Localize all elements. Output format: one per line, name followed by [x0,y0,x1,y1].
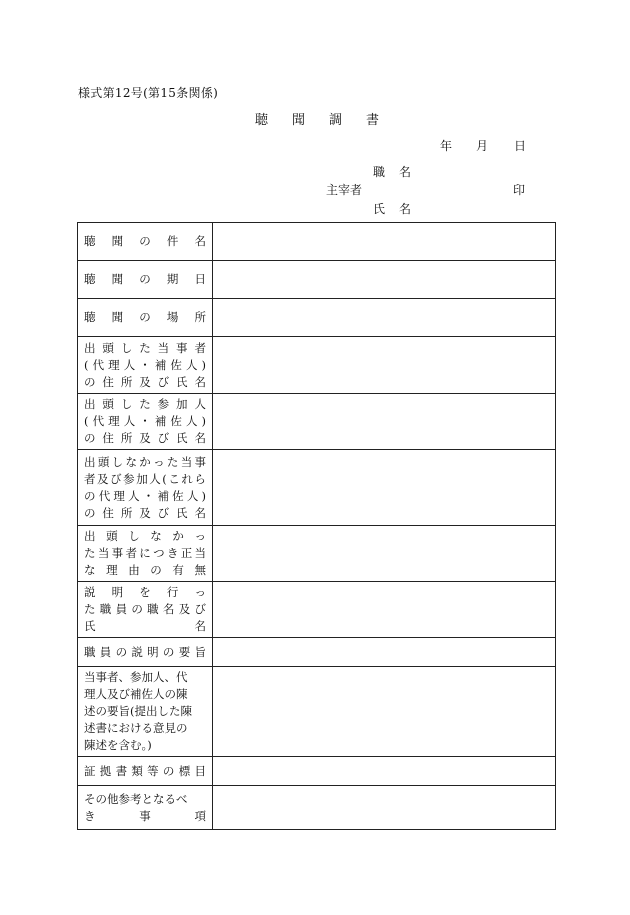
row-value-field[interactable] [213,582,556,638]
label-line [84,584,206,601]
hearing-record-table [77,222,556,830]
row-label [78,337,213,394]
label-char: 行 [166,585,179,599]
row-label [78,667,213,757]
label-char: 事 [111,546,124,560]
label-char: 代 [92,357,105,372]
row-value-field[interactable] [213,667,556,757]
label-char: 拠 [99,763,112,778]
label-line [84,545,206,562]
label-char: 聴 [84,272,96,286]
label-char: き [84,808,96,823]
label-char: 所 [194,310,206,324]
label-char: の [139,310,151,324]
label-char: ( [162,471,167,486]
label-char: ・ [139,414,151,428]
label-char: っ [194,529,206,543]
table-row [78,299,556,337]
label-char: な [150,529,162,543]
label-char: 及 [178,602,191,616]
label-char: 当 [194,546,206,560]
label-char: 代 [98,488,111,503]
label-char: ら [194,471,206,486]
label-char: 件 [166,234,179,248]
signature-host-label: 主宰者 [326,183,363,197]
label-char: 理 [108,357,120,372]
label-char: 由 [128,563,140,577]
label-char: 氏 [84,619,96,633]
label-char: 出 [84,529,96,543]
table-row [78,526,556,582]
label-char: ・ [142,488,155,503]
row-label [78,394,213,450]
date-year-label: 年 [440,139,453,153]
label-char: の [162,644,175,659]
table-row [78,667,556,757]
label-char: 加 [176,397,188,411]
label-char: 名 [194,374,206,389]
row-label [78,582,213,638]
label-char: 場 [166,310,179,324]
label-char: 証 [84,763,96,778]
label-char: 事 [194,454,206,469]
row-value-field[interactable] [213,299,556,337]
label-char: 正 [180,546,193,560]
label-char: 事 [176,340,188,355]
label-line [84,618,206,635]
label-char: 理 [113,488,125,503]
label-line [84,562,206,579]
label-char: ) [201,414,206,428]
label-char: た [84,546,96,560]
label-char: 佐 [170,414,182,428]
label-char: の [139,272,151,286]
label-char: 及 [139,374,151,389]
label-char: 聞 [111,310,124,324]
label-char: か [172,529,184,543]
label-line [84,340,206,357]
label-char: の [150,563,162,577]
label-char: 者 [84,471,96,486]
title-char: 聞 [291,113,305,128]
document-title [0,109,630,128]
label-char: 氏 [176,374,188,389]
label-char: 名 [194,619,206,633]
label-char: 要 [178,644,191,659]
table-row [78,337,556,394]
label-char: 職 [84,644,96,659]
label-line [84,309,206,326]
label-line [84,505,206,522]
row-value-field[interactable] [213,638,556,667]
title-char: 聴 [254,113,268,128]
label-char: ) [201,488,206,503]
label-char: 書 [115,763,128,778]
label-char: 人 [185,414,198,428]
title-char: 調 [329,113,343,128]
label-line: その他参考となるべ [84,791,188,806]
label-char: 代 [92,414,105,428]
label-char: 名 [194,431,206,445]
label-char: に [139,546,151,560]
label-line [84,488,206,505]
signature-name-label: 氏名 [373,202,426,216]
label-line [84,808,206,825]
label-char: た [166,454,179,469]
row-label [78,638,213,667]
signature-role-label: 職名 [373,165,426,179]
date-line [440,137,526,154]
row-label [78,223,213,261]
label-char: 有 [172,563,184,577]
label-char: 出 [84,397,96,411]
label-char: き [166,546,179,560]
row-label [78,526,213,582]
label-char: び [157,431,170,445]
label-char: 頭 [102,340,114,355]
label-line: 述の要旨(提出した陳 [84,704,192,718]
table-row [78,786,556,830]
label-line [84,271,206,288]
date-month-label: 月 [476,139,489,153]
label-char: 事 [139,808,151,823]
label-char: 聞 [111,272,124,286]
label-char: 標 [178,763,191,778]
label-char: 目 [194,763,206,778]
label-char: の [84,374,96,389]
label-char: 人 [185,357,198,372]
label-char: 者 [125,546,137,560]
label-char: 氏 [176,505,188,520]
label-char: 頭 [102,397,114,411]
label-char: 名 [194,505,206,520]
row-value-field[interactable] [213,450,556,526]
form-number: 様式第12号(第15条関係) [78,86,219,100]
row-value-field[interactable] [213,394,556,450]
label-line: 当事者、参加人、代 [84,670,188,684]
table-row [78,638,556,667]
label-char: 日 [194,272,206,286]
row-value-field[interactable] [213,223,556,261]
label-line [84,763,206,780]
label-char: な [84,563,96,577]
label-char: 住 [102,374,114,389]
row-value-field[interactable] [213,261,556,299]
label-char: 明 [147,644,159,659]
label-char: 当 [97,546,110,560]
label-char: し [111,454,124,469]
label-char: び [110,471,122,486]
label-line [84,357,206,374]
label-char: 説 [84,585,96,599]
label-char: 職 [147,602,159,616]
label-char: 参 [157,397,170,411]
label-char: の [84,431,96,445]
label-char: 明 [111,585,124,599]
table-row [78,757,556,786]
label-char: の [115,644,128,659]
row-value-field[interactable] [213,757,556,786]
table-row [78,582,556,638]
label-char: し [120,397,133,411]
label-line [84,233,206,250]
label-char: 理 [106,563,118,577]
label-char: つ [153,546,165,560]
label-char: 者 [194,340,206,355]
label-line [84,430,206,447]
label-char: 及 [97,471,109,486]
label-char: 等 [147,763,159,778]
label-line [84,413,206,430]
table-row [78,394,556,450]
label-char: 項 [194,808,206,823]
label-char: の [131,602,143,616]
label-char: ・ [139,357,151,372]
label-char: 類 [131,763,143,778]
table-row [78,450,556,526]
label-line [84,644,206,661]
label-char: ( [84,414,89,428]
label-char: 頭 [97,454,110,469]
label-line [84,454,206,471]
label-char: 及 [139,431,151,445]
label-char: 出 [84,454,96,469]
row-label [78,757,213,786]
label-char: 旨 [194,644,206,659]
label-char: 無 [194,563,206,577]
label-char: 人 [149,471,161,486]
label-char: 参 [123,471,135,486]
signature-seal-mark: 印 [513,183,526,197]
label-char: ) [201,357,206,372]
label-char: 所 [120,505,133,520]
label-char: 名 [194,234,206,248]
row-value-field[interactable] [213,786,556,830]
label-char: 補 [157,488,169,503]
label-char: た [139,397,151,411]
label-char: 名 [162,602,175,616]
row-label [78,261,213,299]
label-char: 及 [139,505,151,520]
label-line [84,374,206,391]
row-label [78,450,213,526]
label-char: 氏 [176,431,188,445]
label-char: か [139,454,151,469]
label-char: 佐 [172,488,184,503]
label-char: 員 [115,602,128,616]
label-char: 聴 [84,310,96,324]
label-char: 住 [102,505,114,520]
label-char: 頭 [106,529,118,543]
label-char: 住 [102,431,114,445]
label-char: れ [181,471,193,486]
label-char: 職 [99,602,112,616]
label-char: 補 [154,414,167,428]
row-label [78,299,213,337]
date-day-label: 日 [514,139,527,153]
label-char: 人 [128,488,140,503]
row-value-field[interactable] [213,526,556,582]
label-char: 人 [186,488,199,503]
label-char: び [194,602,206,616]
label-char: び [157,374,170,389]
table-row [78,261,556,299]
label-char: 佐 [170,357,182,372]
table-row [78,223,556,261]
label-char: 人 [194,397,206,411]
label-line: 理人及び補佐人の陳 [84,687,188,701]
label-char: 人 [123,414,136,428]
label-char: っ [194,585,206,599]
row-label [78,786,213,830]
label-line: 陳述を含む。) [84,738,152,752]
label-line [84,601,206,618]
label-char: し [128,529,140,543]
label-char: の [84,505,96,520]
label-char: 所 [120,374,133,389]
label-char: な [125,454,137,469]
label-char: 聴 [84,234,96,248]
row-value-field[interactable] [213,337,556,394]
label-char: 当 [157,340,170,355]
label-char: た [84,602,96,616]
label-line: 述書における意見の [84,721,188,735]
label-char: 聞 [111,234,124,248]
label-char: 補 [154,357,167,372]
label-char: の [84,488,96,503]
title-char: 書 [366,113,380,128]
label-char: 当 [180,454,193,469]
label-char: 理 [108,414,120,428]
label-char: 員 [99,644,112,659]
label-char: の [139,234,151,248]
label-char: 加 [136,471,148,486]
label-char: た [139,340,151,355]
label-char: を [139,585,151,599]
label-line [84,471,206,488]
label-char: 期 [166,272,179,286]
label-char: ( [84,357,89,372]
label-char: の [162,763,175,778]
label-line [84,396,206,413]
label-char: 人 [123,357,136,372]
label-char: び [157,505,170,520]
label-line [84,528,206,545]
label-char: っ [153,454,165,469]
label-char: こ [168,471,180,486]
label-char: 所 [120,431,133,445]
label-char: 出 [84,340,96,355]
label-char: し [120,340,133,355]
label-char: 説 [131,644,143,659]
